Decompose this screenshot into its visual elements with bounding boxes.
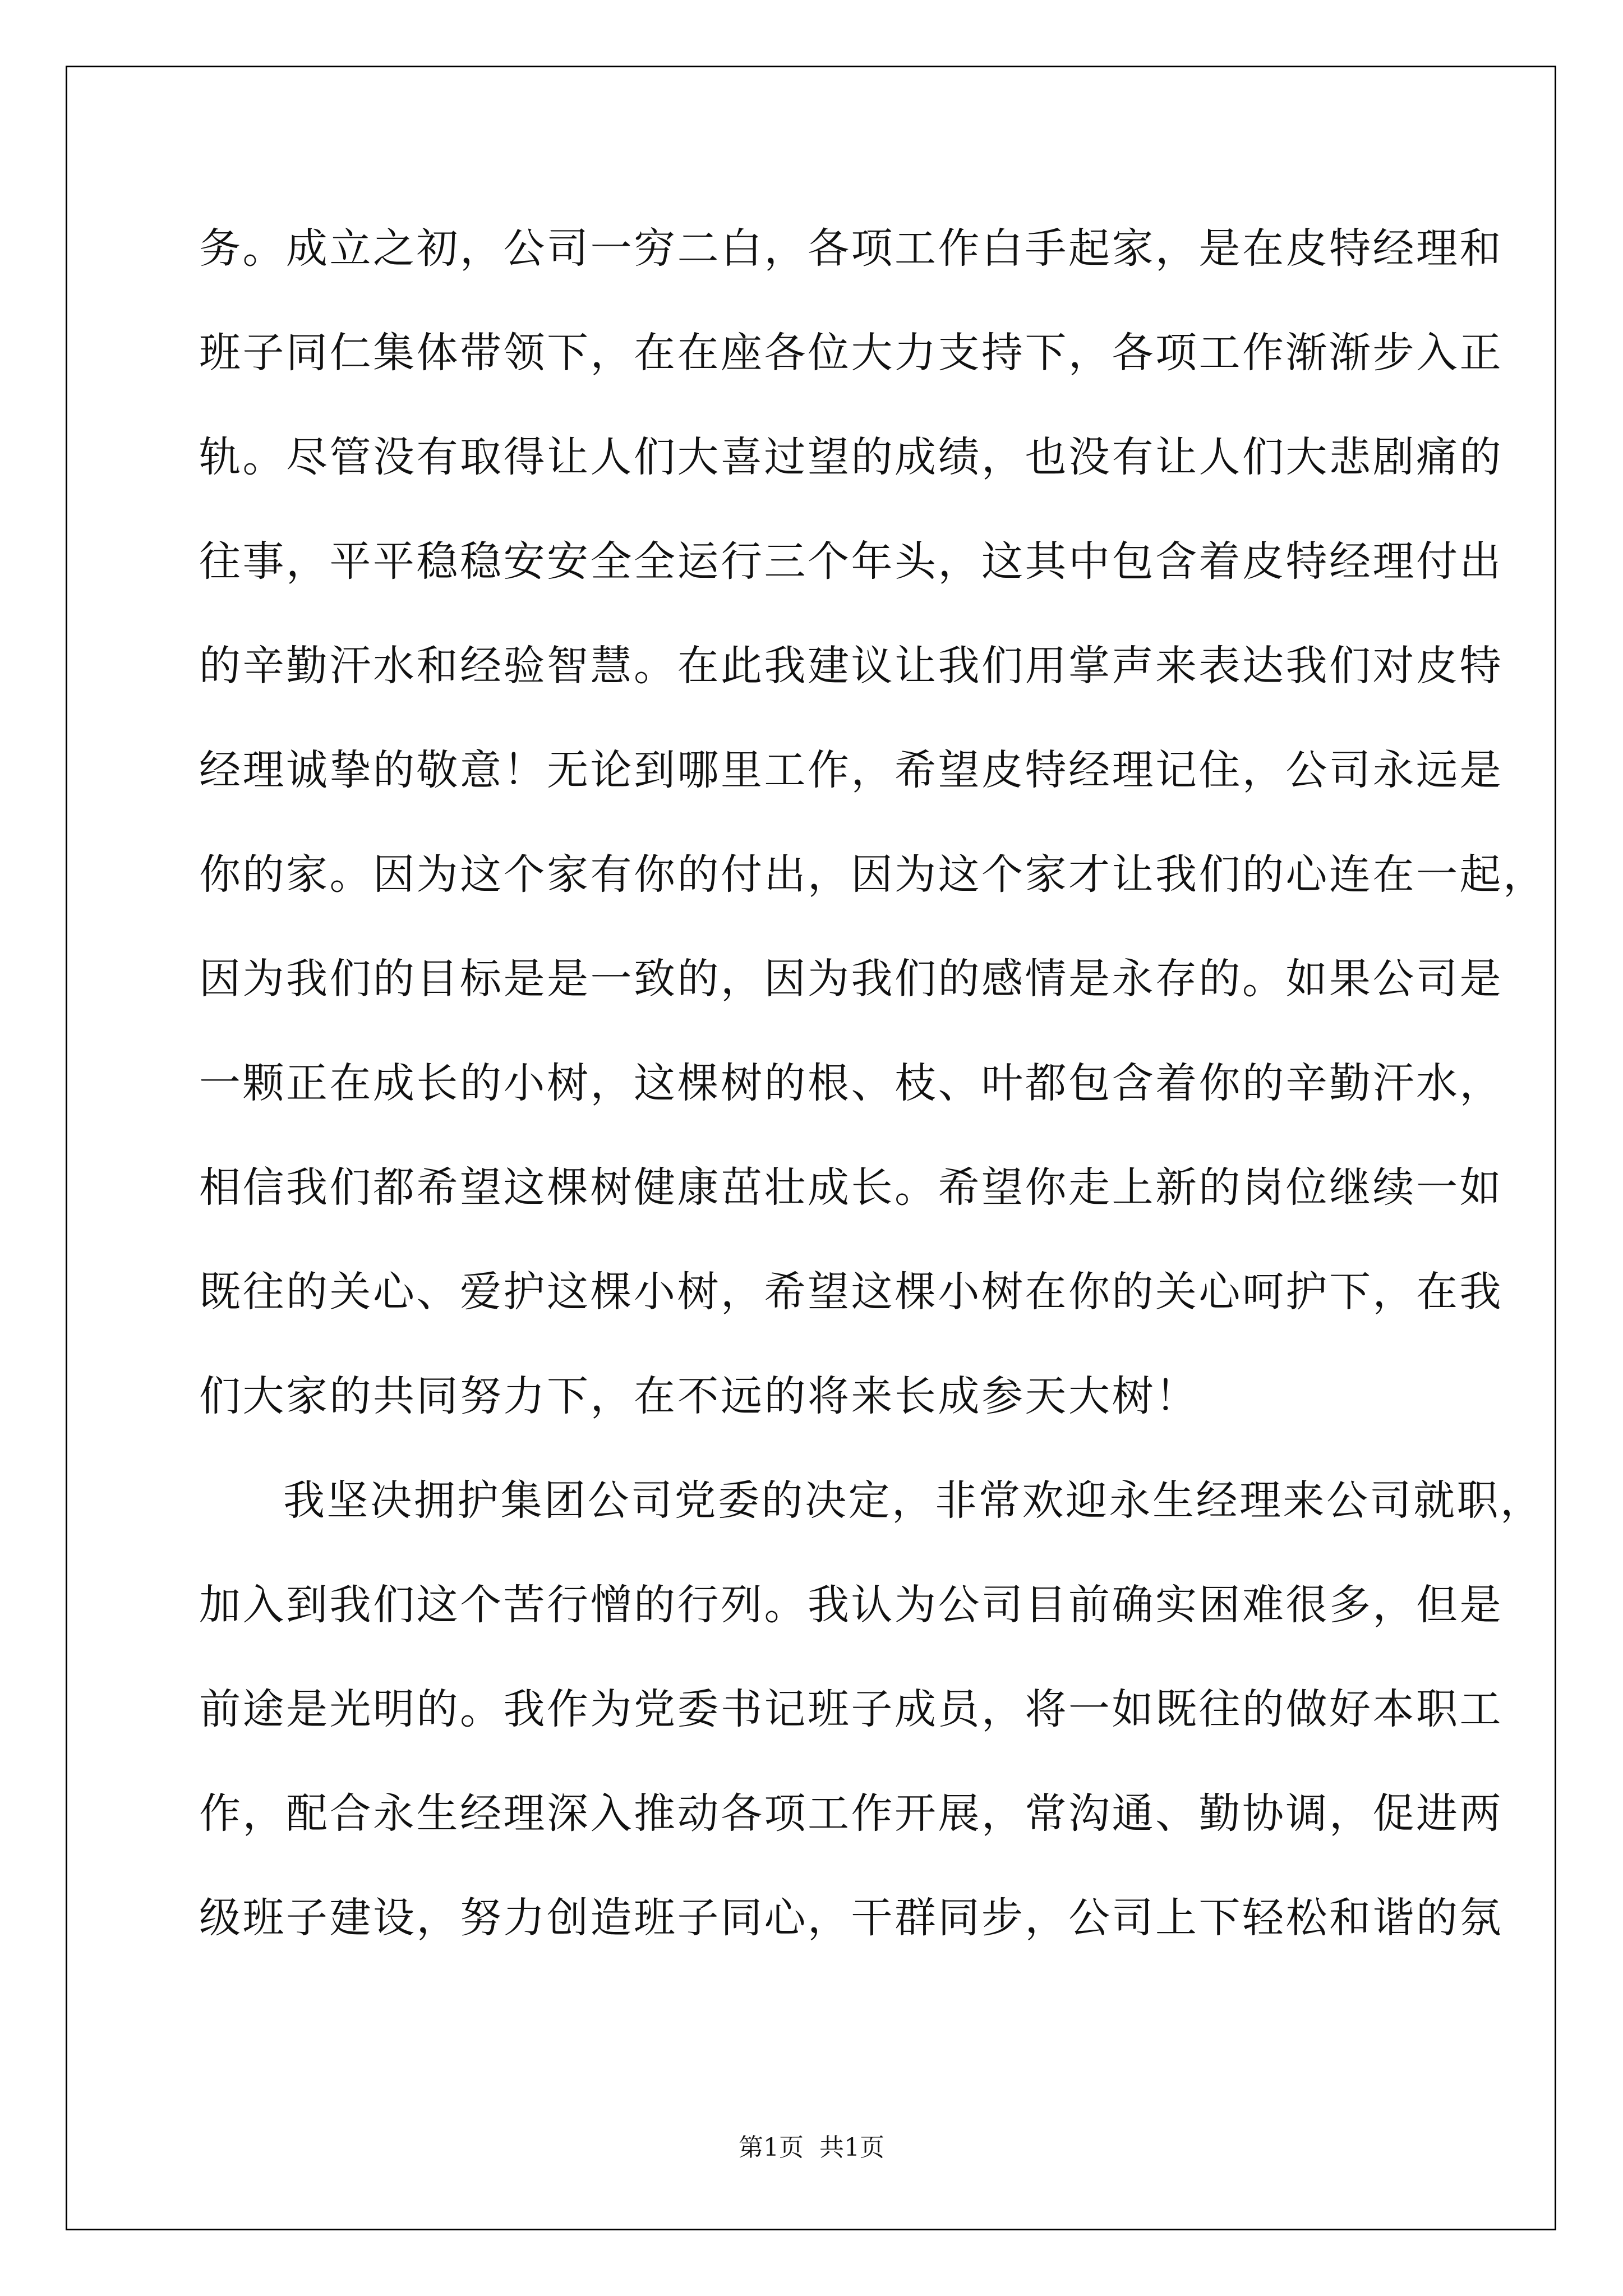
text-line: 你的家。因为这个家有你的付出，因为这个家才让我们的心连在一起，: [199, 850, 1547, 899]
paragraph-first-line: 我坚决拥护集团公司党委的决定，非常欢迎永生经理来公司就职，: [283, 1476, 1544, 1525]
text-line: 的辛勤汗水和经验智慧。在此我建议让我们用掌声来表达我们对皮特: [199, 642, 1503, 690]
text-line: 相信我们都希望这棵树健康茁壮成长。希望你走上新的岗位继续一如: [199, 1163, 1503, 1212]
text-line: 作，配合永生经理深入推动各项工作开展，常沟通、勤协调，促进两: [199, 1789, 1503, 1838]
text-line: 一颗正在成长的小树，这棵树的根、枝、叶都包含着你的辛勤汗水，: [199, 1059, 1503, 1107]
page-number: 第1页: [739, 2133, 804, 2162]
page-total: 共1页: [819, 2133, 884, 2162]
text-line: 往事，平平稳稳安安全全运行三个年头，这其中包含着皮特经理付出: [199, 537, 1503, 586]
text-line: 前途是光明的。我作为党委书记班子成员，将一如既往的做好本职工: [199, 1685, 1503, 1733]
text-line: 轨。尽管没有取得让人们大喜过望的成绩，也没有让人们大悲剧痛的: [199, 433, 1503, 481]
text-line: 加入到我们这个苦行憎的行列。我认为公司目前确实困难很多，但是: [199, 1581, 1503, 1629]
text-line: 们大家的共同努力下，在不远的将来长成参天大树！: [199, 1372, 1199, 1420]
text-line: 务。成立之初，公司一穷二白，各项工作白手起家，是在皮特经理和: [199, 224, 1503, 273]
text-line: 班子同仁集体带领下，在在座各位大力支持下，各项工作渐渐步入正: [199, 329, 1503, 377]
page-footer: [0, 2127, 1623, 2163]
text-line: 级班子建设，努力创造班子同心，干群同步，公司上下轻松和谐的氛: [199, 1894, 1503, 1942]
text-line: 因为我们的目标是是一致的，因为我们的感情是永存的。如果公司是: [199, 955, 1503, 1003]
text-line: 既往的关心、爱护这棵小树，希望这棵小树在你的关心呵护下，在我: [199, 1268, 1503, 1316]
text-line: 经理诚挚的敬意！无论到哪里工作，希望皮特经理记住，公司永远是: [199, 746, 1503, 794]
